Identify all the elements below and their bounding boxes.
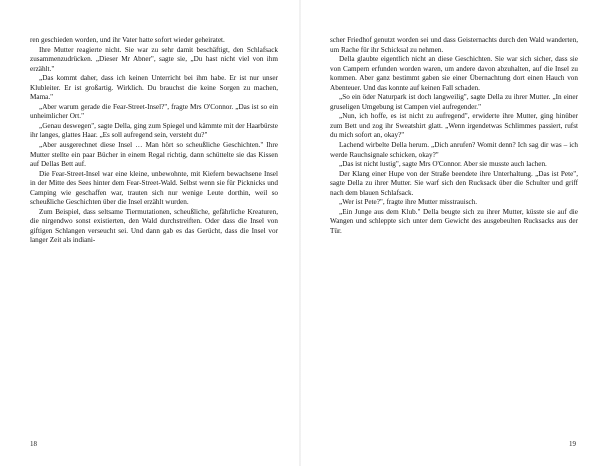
page-left-text <box>30 36 278 246</box>
paragraph: „Aber ausgerechnet diese Insel … Man hört so scheußliche Geschichten." Ihre Mutter stellte ein paar Bücher in einem Regal richtig, dann schüttelte sie das Kissen auf Dellas Bett auf. <box>30 141 278 169</box>
paragraph: „Das kommt daher, dass ich keinen Unterricht bei ihm habe. Er ist nur unser Klubleiter. Er ist großartig. Wirklich. Du brauchst die keine Sorgen zu machen, Mama." <box>30 74 278 102</box>
paragraph: ren geschieden worden, und ihr Vater hatte sofort wieder geheiratet. <box>30 36 225 44</box>
paragraph: Zum Beispiel, dass seltsame Tiermutationen, scheußliche, gefährliche Kreaturen, die nirgendwo sonst existierten, den Wald durchstreiften. Oder dass die Insel von giftigen Schlangen verseucht sei. Und dann gab es das Gerücht, dass die Insel vor langer Zeit als indiani- <box>30 207 278 245</box>
paragraph: „Ein Junge aus dem Klub." Della beugte sich zu ihrer Mutter, küsste sie auf die Wangen und schleppte sich unter dem Gewicht des ausgebeulten Rucksacks aus der Tür. <box>330 207 578 235</box>
paragraph: Della glaubte eigentlich nicht an diese Geschichten. Sie war sich sicher, dass sie von Campern erfunden worden waren, um andere davon abzuhalten, auf die Insel zu kommen. Aber ganz bestimmt gaben sie einer Übernachtung dort einen Hauch von Abenteuer. Und das konnte auf keinen Fall schaden. <box>330 55 578 92</box>
paragraph: „So ein öder Naturpark ist doch langweilig", sagte Della zu ihrer Mutter. „In einer gruseligen Umgebung ist Campen viel aufregender." <box>330 93 578 111</box>
page-number-right: 19 <box>569 440 576 448</box>
paragraph: „Nun, ich hoffe, es ist nicht zu aufregend", erwiderte ihre Mutter, ging hinüber zum Bett und zog ihr Sweatshirt glatt. „Wenn irgendetwas Schlimmes passiert, rufst du mich sofort an, okay?" <box>330 112 578 140</box>
paragraph: Ihre Mutter reagierte nicht. Sie war zu sehr damit beschäftigt, den Schlafsack zusammenzudrücken. „Dieser Mr Abner", sagte sie, „Du hast nicht viel von ihm erzählt." <box>30 45 278 73</box>
page-right-text <box>330 36 578 236</box>
paragraph: „Aber warum gerade die Fear-Street-Insel?", fragte Mrs O'Connor. „Das ist so ein unheimlicher Ort." <box>30 102 278 121</box>
paragraph: Die Fear-Street-Insel war eine kleine, unbewohnte, mit Kiefern bewachsene Insel in der Mitte des Sees hinter dem Fear-Street-Wald. Selbst wenn sie für Picknicks und Camping wie geschaffen war, trauten sich nur wenige Leute dorthin, weil so scheußliche Geschichten über die Insel erzählt wurden. <box>30 169 278 207</box>
page-right <box>300 0 600 466</box>
paragraph: „Das ist nicht lustig", sagte Mrs O'Connor. Aber sie musste auch lachen. <box>339 160 547 169</box>
paragraph: Der Klang einer Hupe von der Straße beendete ihre Unterhaltung. „Das ist Pete", sagte Della zu ihrer Mutter. Sie warf sich den Rucksack über die Schulter und griff nach dem blauen Schlafsack. <box>330 169 578 197</box>
paragraph: „Wer ist Pete?", fragte ihre Mutter misstrauisch. <box>339 198 478 207</box>
paragraph: „Genau deswegen", sagte Della, ging zum Spiegel und kämmte mit der Haarbürste ihr langes, glattes Haar. „Es soll aufregend sein, versteht du?" <box>30 121 278 140</box>
paragraph: scher Friedhof genutzt worden sei und dass Geisternachts durch den Wald wanderten, um Rache für ihr Schicksal zu nehmen. <box>330 36 578 54</box>
paragraph: Lachend wirbelte Della herum. „Dich anrufen? Womit denn? Ich sag dir was – ich werde Rauchsignale schicken, okay?" <box>330 141 578 159</box>
page-number-left: 18 <box>30 440 37 448</box>
